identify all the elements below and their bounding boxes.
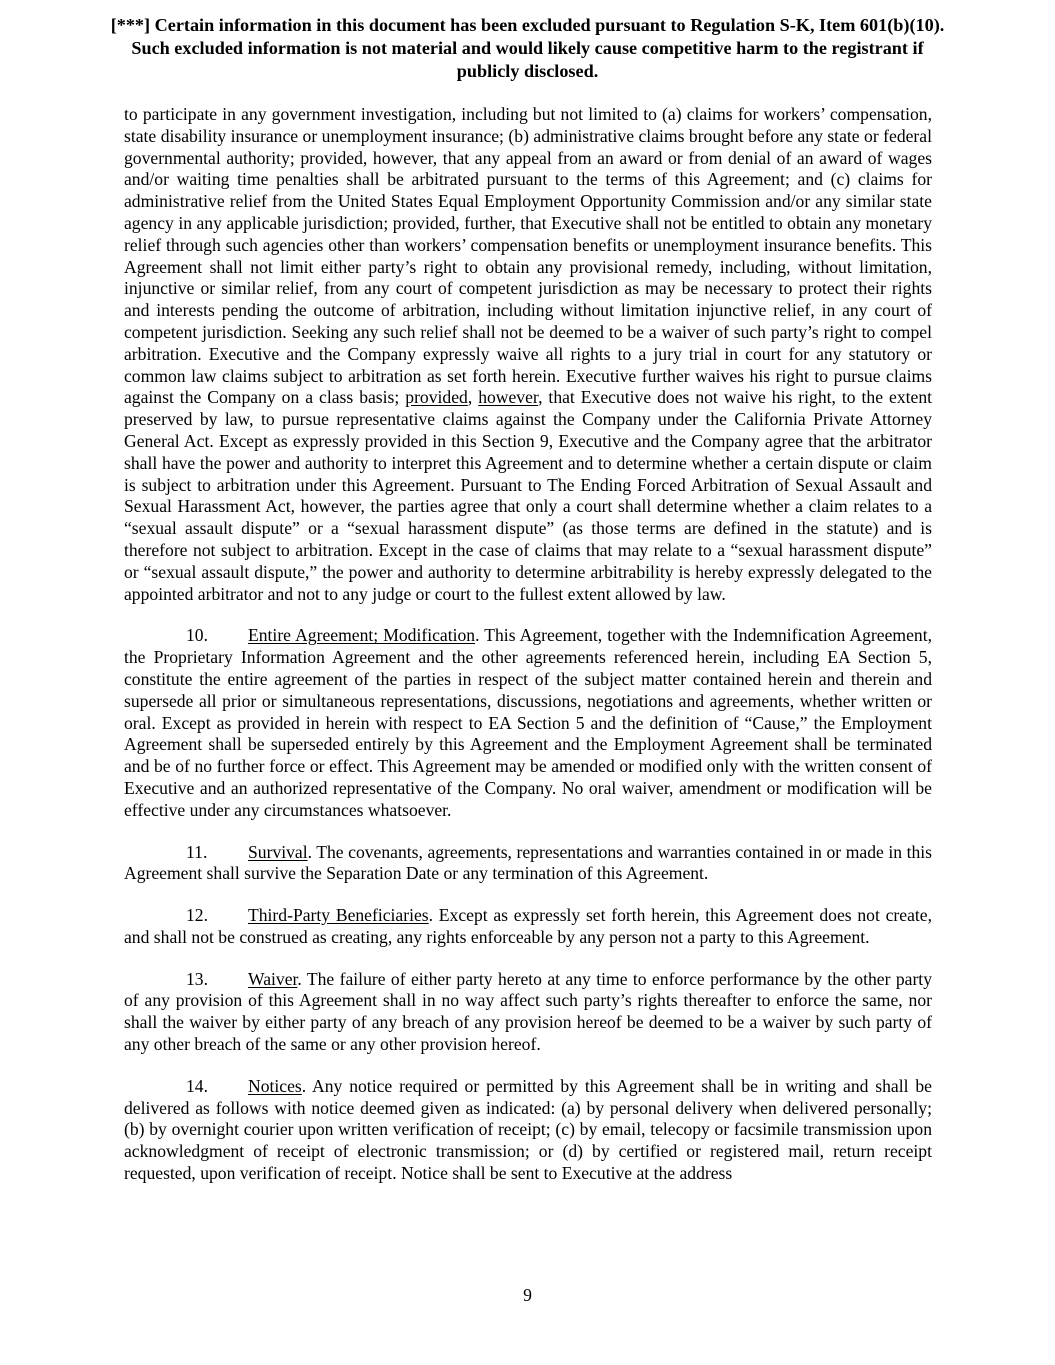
section-14-paragraph (124, 1076, 932, 1185)
legend-line-3: publicly disclosed. (456, 61, 599, 81)
section-text: . Except as expressly set forth herein, this Agreement does not create, and shall not be construed as creating, any rights enforceable by any person not a party to this Agreement. (124, 905, 932, 947)
continuation-paragraph (124, 104, 932, 605)
continuation-comma: , (467, 387, 479, 408)
section-number: 11. (186, 841, 208, 862)
section-number: 12. (186, 905, 208, 926)
section-12-paragraph (124, 905, 932, 949)
continuation-text-2: , that Executive does not waive his right, to the extent preserved by law, to pursue representative claims against the Company under the California Private Attorney General Act. Except as expressly provided in this Section 9, Executive and the Company agree that the arbitrator shall have the power and authority to interpret this Agreement and to determine whether a certain dispute or claim is subject to arbitration under this Agreement. Pursuant to The Ending Forced Arbitration of Sexual Assault and Sexual Harassment Act, however, the parties agree that only a court shall determine whether a claim relates to a “sexual assault dispute” or a “sexual harassment dispute” (as those terms are defined in the statute) and is therefore not subject to arbitration. Except in the case of claims that may relate to a “sexual harassment dispute” or “sexual assault dispute,” the power and authority to determine arbitrability is hereby expressly delegated to the appointed arbitrator and not to any judge or court to the fullest extent allowed by law. (124, 387, 933, 604)
section-number: 13. (186, 968, 208, 989)
section-text: . The covenants, agreements, representations and warranties contained in or made in this Agreement shall survive the Separation Date or any termination of this Agreement. (124, 841, 932, 884)
section-text: . This Agreement, together with the Indemnification Agreement, the Proprietary Information Agreement and the other agreements referenced herein, including EA Section 5, constitute the entire agreement of the parties in respect of the subject matter contained herein and therein and supersede all prior or simultaneous representations, discussions, negotiations and agreements, whether written or oral. Except as provided in herein with respect to EA Section 5 and the definition of “Cause,” the Employment Agreement shall be superseded entirely by this Agreement and the Employment Agreement shall be terminated and be of no further force or effect. This Agreement may be amended or modified only with the written consent of Executive and an authorized representative of the Company. No oral waiver, amendment or modification will be effective under any circumstances whatsoever. (124, 625, 932, 820)
section-text: . Any notice required or permitted by this Agreement shall be in writing and shall be delivered as follows with notice deemed given as indicated: (a) by personal delivery when delivered personally; (b) by overnight courier upon written verification of receipt; (c) by email, telecopy or facsimile transmission upon acknowledgment of receipt of electronic transmission; or (d) by certified or registered mail, return receipt requested, upon verification of receipt. Notice shall be sent to Executive at the address (124, 1075, 932, 1184)
legend-line-1: [***] Certain information in this document has been excluded pursuant to Regulation S-K, Item 601(b)(10). (110, 15, 945, 35)
section-heading: Survival (248, 841, 308, 862)
section-10-paragraph (124, 625, 932, 821)
page-number: 9 (523, 1285, 532, 1305)
redaction-legend (80, 14, 975, 83)
section-number: 14. (186, 1075, 208, 1096)
section-13-paragraph (124, 969, 932, 1056)
section-heading: Entire Agreement; Modification (248, 625, 476, 646)
legend-line-2: Such excluded information is not material and would likely cause competitive harm to the registrant if (131, 38, 924, 58)
provided-term: provided (405, 387, 468, 408)
section-heading: Third-Party Beneficiaries (248, 905, 429, 926)
section-number: 10. (186, 625, 208, 646)
section-text: . The failure of either party hereto at any time to enforce performance by the other party of any provision of this Agreement shall in no way affect such party’s rights thereafter to enforce the same, nor shall the waiver by either party of any breach of any provision hereof be deemed to be a waiver by such party of any other breach of the same or any other provision hereof. (124, 968, 932, 1055)
section-11-paragraph (124, 842, 932, 886)
however-term: however (478, 387, 539, 408)
section-heading: Waiver (248, 968, 298, 989)
section-heading: Notices (248, 1075, 302, 1096)
continuation-text-1: to participate in any government investigation, including but not limited to (a) claims for workers’ compensation, state disability insurance or unemployment insurance; (b) administrative claims brought before any state or federal governmental authority; provided, however, that any appeal from an award or from denial of an award of wages and/or waiting time penalties shall be arbitrated pursuant to the terms of this Agreement; and (c) claims for administrative relief from the United States Equal Employment Opportunity Commission and/or any similar state agency in any applicable jurisdiction; provided, further, that Executive shall not be entitled to obtain any monetary relief through such agencies other than workers’ compensation benefits or unemployment insurance benefits. This Agreement shall not limit either party’s right to obtain any provisional remedy, including, without limitation, injunctive or similar relief, from any court of competent jurisdiction as may be necessary to protect their rights and interests pending the outcome of arbitration, including without limitation injunctive relief, in any court of competent jurisdiction. Seeking any such relief shall not be deemed to be a waiver of such party’s right to compel arbitration. Executive and the Company expressly waive all rights to a jury trial in court for any statutory or common law claims subject to arbitration as set forth herein. Executive further waives his right to pursue claims against the Company on a class basis; (124, 104, 932, 408)
document-body (124, 104, 932, 1205)
